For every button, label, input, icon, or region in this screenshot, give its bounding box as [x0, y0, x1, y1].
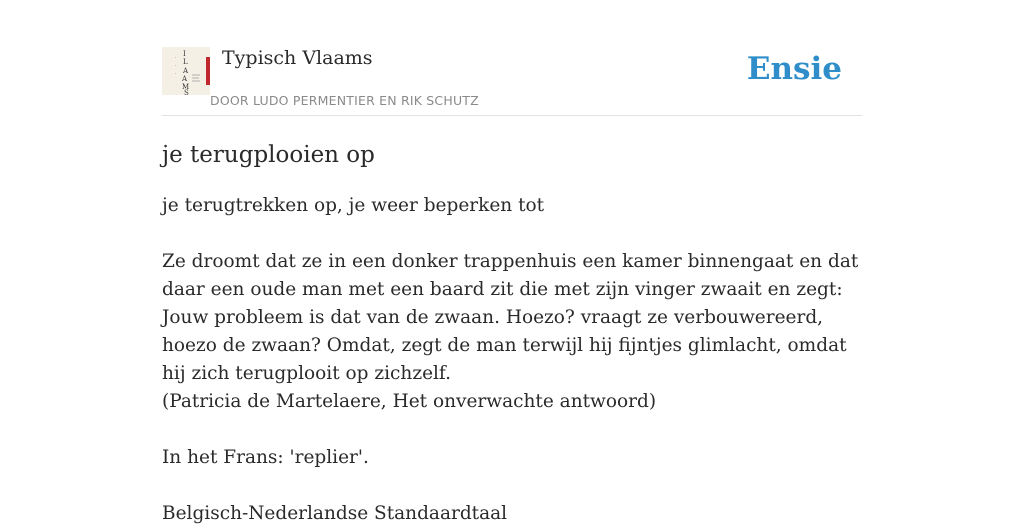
- brand-logo[interactable]: Ensie: [746, 51, 842, 87]
- svg-text:M: M: [182, 83, 190, 91]
- svg-text:A: A: [182, 75, 188, 83]
- header: [162, 0, 862, 116]
- authors-byline: DOOR LUDO PERMENTIER EN RIK SCHUTZ: [210, 93, 479, 108]
- svg-text:·: ·: [175, 71, 177, 76]
- svg-text:S: S: [184, 89, 189, 97]
- svg-text:A: A: [183, 67, 189, 75]
- entry-term: je terugplooien op: [162, 142, 375, 168]
- svg-text:L: L: [183, 58, 188, 66]
- book-cover-icon[interactable]: [162, 47, 210, 95]
- svg-text:I: I: [183, 50, 186, 58]
- book-cover-image: [162, 47, 210, 95]
- source-title[interactable]: Typisch Vlaams: [222, 47, 373, 69]
- svg-text:·: ·: [175, 55, 177, 60]
- entry-definition: je terugtrekken op, je weer beperken tot Ze droomt dat ze in een donker trappenhuis een kamer binnengaat en dat daar een oude man met een baard zit die met zijn vinger zwaait en zegt: Jouw probleem is dat van de zwaan. Hoezo? vraagt ze verbouwereerd, hoezo de zwaan? Omdat, zegt de man terwijl hij fijntjes glimlacht, omdat hij zich terugplooit op zichzelf. (Patricia de Martelaere, Het onverwachte antwoord) In het Frans: 'replier'. Belgisch-Nederlandse Standaardtaal: [162, 195, 859, 524]
- svg-text:·: ·: [175, 63, 177, 68]
- page-container: [162, 0, 862, 524]
